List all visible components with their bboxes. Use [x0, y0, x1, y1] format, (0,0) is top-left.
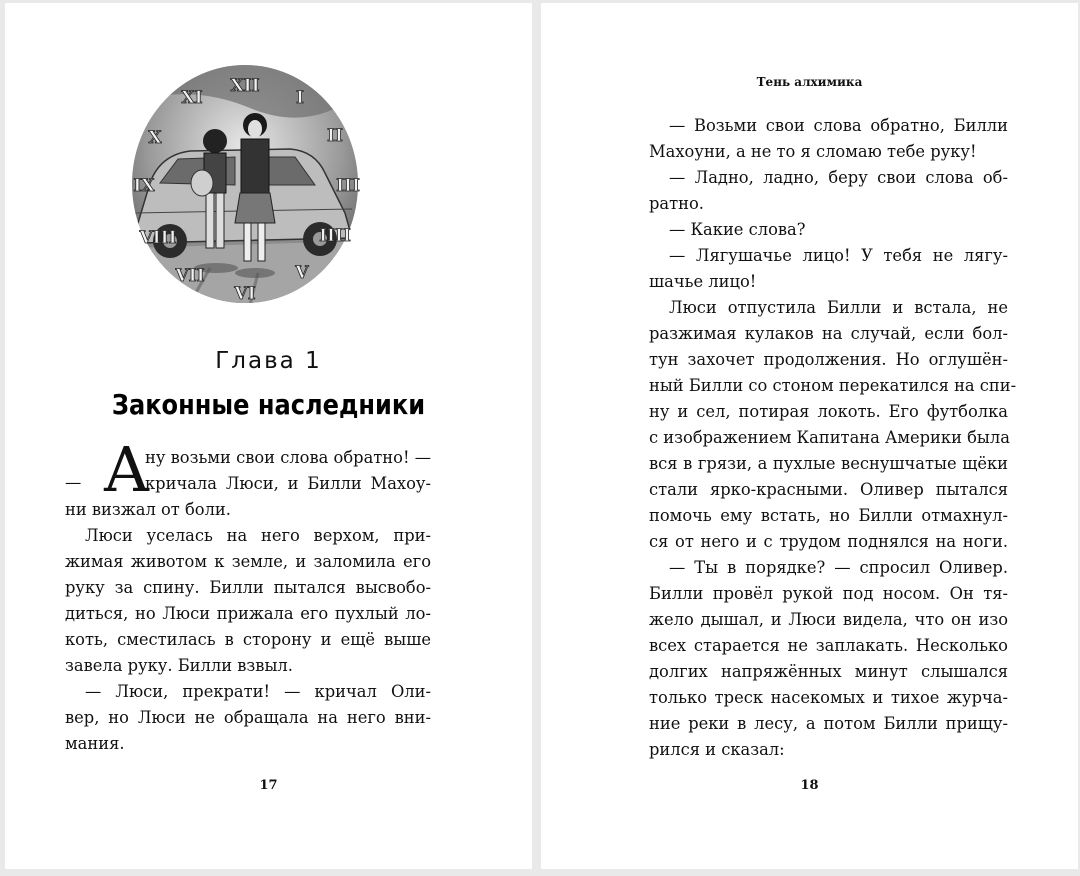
- text-line: рился и сказал:: [649, 740, 785, 759]
- text-line: тун захочет продолжения. Но оглушён-: [649, 350, 1008, 369]
- dropcap-paragraph: [65, 433, 431, 506]
- text-line: стали ярко-красными. Оливер пытался: [649, 480, 1008, 499]
- text-line: разжимая кулаков на случай, если бол-: [649, 324, 1008, 343]
- text-line: ратно.: [649, 194, 704, 213]
- page-number: 17: [259, 778, 278, 793]
- text-line: ный Билли со стоном перекатился на спи-: [649, 376, 1017, 395]
- page-number: 18: [800, 778, 819, 793]
- clock-numeral: V: [295, 263, 309, 283]
- running-head: Тень алхимика: [756, 75, 863, 89]
- text-line: — Лягушачье лицо! У тебя не лягу-: [669, 246, 1008, 265]
- clock-numeral: X: [148, 128, 162, 148]
- text-line: — Какие слова?: [669, 220, 806, 239]
- text-line: жело дышал, и Люси видела, что он изо: [649, 610, 1008, 629]
- clock-numeral: VI: [234, 284, 256, 304]
- text-line: коть, сместилась в сторону и ещё выше: [65, 630, 431, 649]
- text-line: жимая животом к земле, и заломила его: [65, 552, 431, 571]
- left-lines: [65, 497, 431, 757]
- text-line: вер, но Люси не обращала на него вни-: [65, 708, 431, 727]
- text-line: долгих напряжённых минут слышался: [649, 662, 1008, 681]
- chapter-title: Законные наследники: [111, 388, 426, 421]
- dropcap-line: кричала Люси, и Билли Махоу-: [145, 474, 431, 493]
- dropcap-dash: —: [65, 473, 82, 492]
- text-line: шачье лицо!: [649, 272, 757, 291]
- text-line: ни визжал от боли.: [65, 500, 231, 519]
- text-line: Люси уселась на него верхом, при-: [85, 526, 431, 545]
- clock-numeral: III: [336, 176, 360, 196]
- left-page: [5, 3, 532, 869]
- text-line: руку за спину. Билли пытался высвобо-: [65, 578, 431, 597]
- text-line: Билли провёл рукой под носом. Он тя-: [649, 584, 1008, 603]
- chapter-illustration: [130, 63, 360, 305]
- text-line: ние реки в лесу, а потом Билли прищу-: [649, 714, 1008, 733]
- text-line: ну и сел, потирая локоть. Его футболка: [649, 402, 1008, 421]
- text-line: всех старается не заплакать. Несколько: [649, 636, 1008, 655]
- text-line: ся от него и с трудом поднялся на ноги.: [649, 532, 1008, 551]
- clock-numeral: IIII: [319, 226, 351, 246]
- clock-numeral: XI: [181, 88, 203, 108]
- text-line: Люси отпустила Билли и встала, не: [669, 298, 1008, 317]
- right-page: [541, 3, 1078, 869]
- dropcap-line: ну возьми свои слова обратно! —: [145, 448, 431, 467]
- clock-numeral: II: [327, 126, 343, 146]
- text-line: с изображением Капитана Америки была: [649, 428, 1010, 447]
- clock-numeral: IX: [133, 176, 155, 196]
- right-lines: [649, 113, 1017, 763]
- text-line: помочь ему встать, но Билли отмахнул-: [649, 506, 1008, 525]
- clock-numeral: VIII: [139, 228, 177, 248]
- dropcap-letter: А: [103, 433, 150, 506]
- text-line: диться, но Люси прижала его пухлый ло-: [65, 604, 431, 623]
- clock-numeral: VII: [175, 266, 205, 286]
- left-body-text: [65, 433, 431, 757]
- clock-numeral: XII: [230, 76, 260, 96]
- chapter-number: Глава 1: [215, 348, 322, 374]
- text-line: — Люси, прекрати! — кричал Оли-: [85, 682, 431, 701]
- right-body-text: [649, 113, 1017, 763]
- text-line: — Ты в порядке? — спросил Оливер.: [669, 558, 1008, 577]
- text-line: вся в грязи, а пухлые веснушчатые щёки: [649, 454, 1008, 473]
- clock-numeral: I: [296, 88, 304, 108]
- text-line: только треск насекомых и тихое журча-: [649, 688, 1008, 707]
- text-line: завела руку. Билли взвыл.: [65, 656, 293, 675]
- text-line: — Ладно, ладно, беру свои слова об-: [669, 168, 1008, 187]
- text-line: — Возьми свои слова обратно, Билли: [669, 116, 1008, 135]
- text-line: мания.: [65, 734, 125, 753]
- text-line: Махоуни, а не то я сломаю тебе руку!: [649, 142, 977, 161]
